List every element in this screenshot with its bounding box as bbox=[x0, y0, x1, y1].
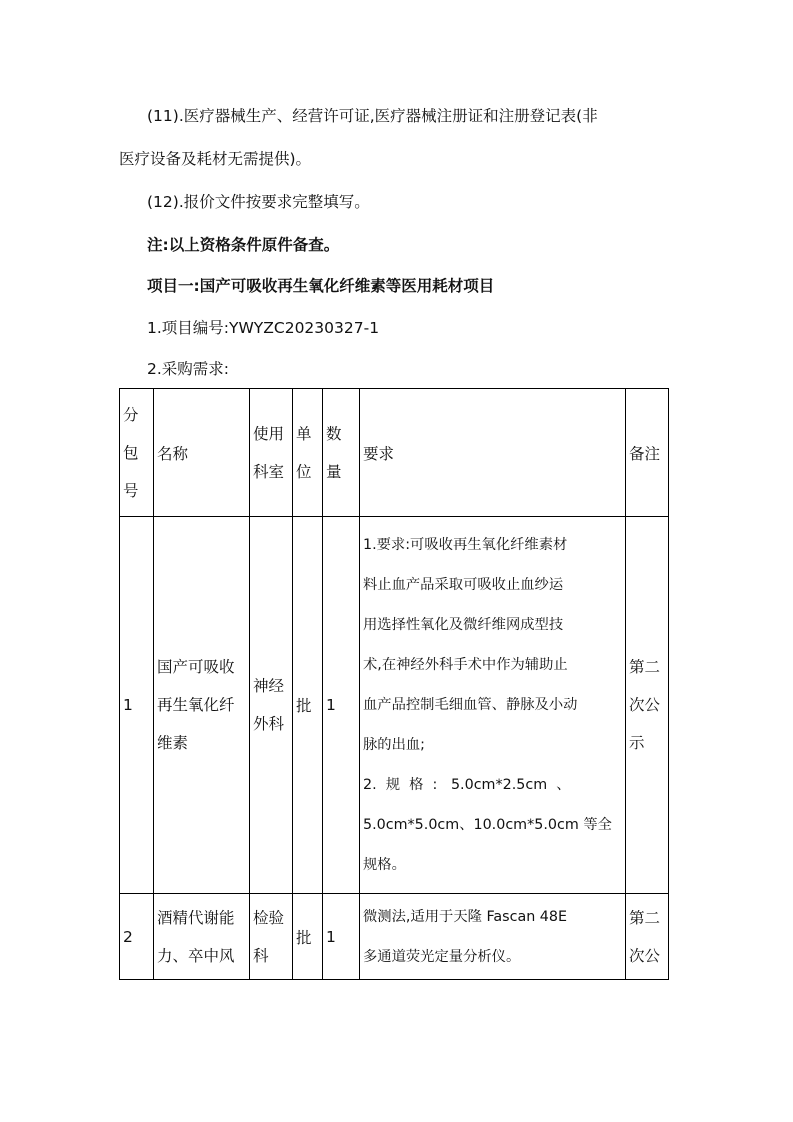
row2-qty: 1 bbox=[323, 894, 360, 980]
row1-req-line: 脉的出血; bbox=[363, 737, 426, 753]
table-row bbox=[120, 517, 669, 894]
row1-req-line: 血产品控制毛细血管、静脉及小动 bbox=[363, 697, 578, 713]
row2-remark-line: 第二 bbox=[629, 908, 661, 927]
row1-name-line: 国产可吸收 bbox=[157, 658, 235, 676]
header-dept-line: 科室 bbox=[253, 462, 285, 481]
row1-req-line: 1.要求:可吸收再生氧化纤维素材 bbox=[363, 537, 568, 553]
header-package-no bbox=[120, 389, 154, 517]
row1-package-no: 1 bbox=[120, 517, 154, 894]
row1-req-line: 规格。 bbox=[363, 857, 406, 873]
project-title: 项目一:国产可吸收再生氧化纤维素等医用耗材项目 bbox=[147, 277, 495, 295]
header-package-no-char: 包 bbox=[123, 443, 139, 462]
qualification-note: 注:以上资格条件原件备查。 bbox=[147, 236, 340, 254]
row2-remark-line: 次公 bbox=[629, 946, 661, 965]
table-row bbox=[120, 894, 669, 980]
purchase-needs-label: 2.采购需求: bbox=[147, 360, 230, 378]
header-qty-char: 量 bbox=[326, 462, 342, 481]
row1-remark-line: 次公 bbox=[629, 696, 661, 714]
header-dept-line: 使用 bbox=[253, 424, 285, 443]
header-package-no-char: 分 bbox=[123, 405, 139, 424]
paragraph-item-11-line1: (11).医疗器械生产、经营许可证,医疗器械注册证和注册登记表(非 bbox=[147, 107, 598, 125]
row1-remark-line: 第二 bbox=[629, 658, 661, 676]
row1-req-line: 术,在神经外科手术中作为辅助止 bbox=[363, 657, 568, 673]
project-number: 1.项目编号:YWYZC20230327-1 bbox=[147, 319, 380, 337]
row1-dept bbox=[250, 517, 293, 894]
header-unit bbox=[293, 389, 323, 517]
row1-requirements bbox=[360, 517, 626, 894]
header-unit-char: 单 bbox=[296, 424, 312, 443]
row2-package-no: 2 bbox=[120, 894, 154, 980]
row2-dept-line: 检验 bbox=[253, 908, 285, 927]
paragraph-item-12: (12).报价文件按要求完整填写。 bbox=[147, 193, 370, 211]
header-name: 名称 bbox=[154, 389, 250, 517]
row2-name-line: 力、卒中风 bbox=[157, 946, 235, 965]
row2-dept-line: 科 bbox=[253, 946, 269, 965]
row1-name-line: 维素 bbox=[157, 734, 189, 752]
row1-name-line: 再生氧化纤 bbox=[157, 696, 235, 714]
row1-remarks bbox=[626, 517, 669, 894]
row2-name bbox=[154, 894, 250, 980]
row1-remark-line: 示 bbox=[629, 734, 645, 752]
row2-unit: 批 bbox=[293, 894, 323, 980]
header-qty bbox=[323, 389, 360, 517]
row2-req-line: 多通道荧光定量分析仪。 bbox=[363, 948, 521, 965]
row1-name bbox=[154, 517, 250, 894]
row2-name-line: 酒精代谢能 bbox=[157, 908, 235, 927]
row1-req-line: 用选择性氧化及微纤维网成型技 bbox=[363, 617, 564, 633]
row2-dept bbox=[250, 894, 293, 980]
requirements-table bbox=[119, 388, 669, 980]
row2-requirements bbox=[360, 894, 626, 980]
row1-req-line: 5.0cm*5.0cm、10.0cm*5.0cm 等全 bbox=[363, 817, 612, 833]
header-unit-char: 位 bbox=[296, 462, 312, 481]
row1-dept-line: 外科 bbox=[253, 715, 285, 733]
row1-req-line: 2. 规 格 : 5.0cm*2.5cm 、 bbox=[363, 777, 571, 793]
header-qty-char: 数 bbox=[326, 424, 342, 443]
row1-dept-line: 神经 bbox=[253, 677, 285, 695]
paragraph-item-11-line2: 医疗设备及耗材无需提供)。 bbox=[119, 150, 312, 168]
row1-unit: 批 bbox=[293, 517, 323, 894]
row2-req-line: 微测法,适用于天隆 Fascan 48E bbox=[363, 908, 568, 925]
row2-remarks bbox=[626, 894, 669, 980]
header-package-no-char: 号 bbox=[123, 481, 139, 500]
header-dept bbox=[250, 389, 293, 517]
header-requirements: 要求 bbox=[360, 389, 626, 517]
header-remarks: 备注 bbox=[626, 389, 669, 517]
row1-req-line: 料止血产品采取可吸收止血纱运 bbox=[363, 577, 564, 593]
row1-qty: 1 bbox=[323, 517, 360, 894]
table-header-row bbox=[120, 389, 669, 517]
